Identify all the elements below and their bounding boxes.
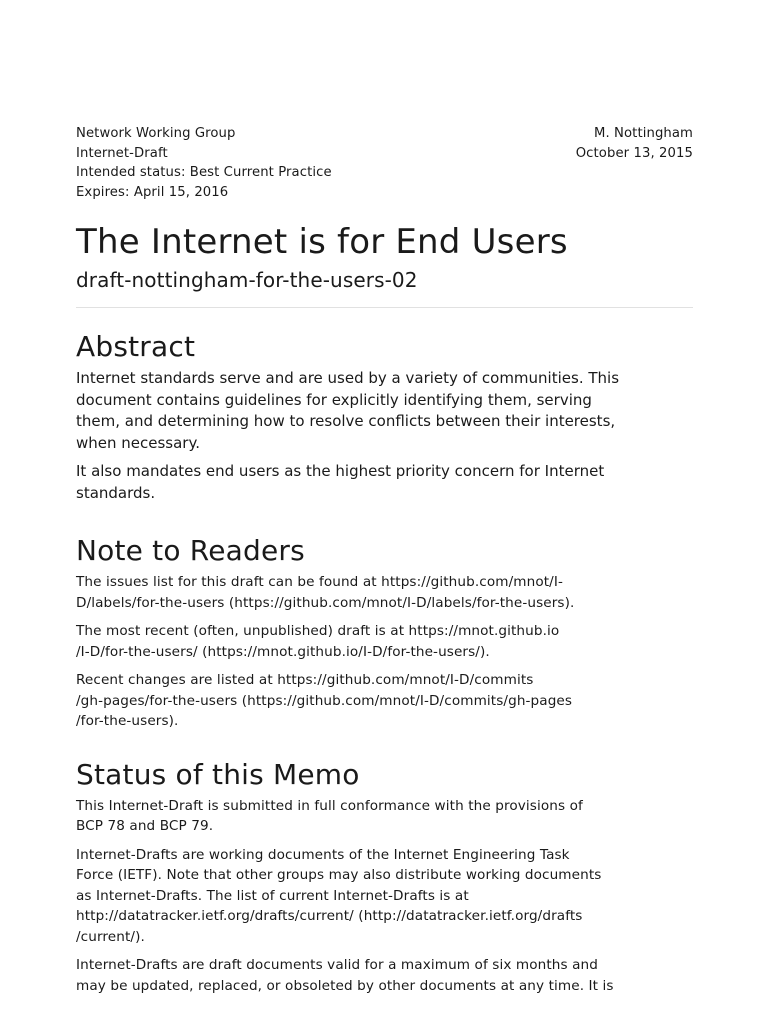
header-expires: Expires: April 15, 2016 (76, 184, 229, 200)
header-author: M. Nottingham (593, 126, 693, 141)
readers-paragraph-3: Recent changes are listed at https://github.com/mnot/I-D/commits /gh-pages/for-the-users (https://github.com/mnot/I-D/commits/gh-pages /for-the-users). (76, 672, 573, 729)
header-row-1 (76, 124, 693, 144)
abstract-heading: Abstract (76, 330, 196, 363)
readers-heading: Note to Readers (76, 534, 305, 567)
readers-paragraph-1: The issues list for this draft can be found at https://github.com/mnot/I- D/labels/for-the-users (https://github.com/mnot/I-D/labels/for-the-users). (76, 574, 575, 611)
document-title: The Internet is for End Users (76, 222, 568, 262)
document-page (76, 124, 693, 996)
readers-paragraph-2: The most recent (often, unpublished) draft is at https://mnot.github.io /I-D/for-the-users/ (https://mnot.github.io/I-D/for-the-users/). (76, 623, 560, 660)
header-doc-type: Internet-Draft (76, 145, 168, 161)
abstract-paragraph-1: Internet standards serve and are used by a variety of communities. This document contains guidelines for explicitly identifying them, serving them, and determining how to resolve conflicts between their interests, when necessary. (76, 369, 620, 452)
abstract-paragraph-2: It also mandates end users as the highest priority concern for Internet standards. (76, 462, 605, 502)
document-name: draft-nottingham-for-the-users-02 (76, 268, 418, 292)
header-intended-status: Intended status: Best Current Practice (76, 165, 332, 180)
status-paragraph-1: This Internet-Draft is submitted in full conformance with the provisions of BCP 78 and BCP 79. (76, 797, 583, 834)
header-row-2 (76, 144, 693, 164)
header-row-3 (76, 163, 693, 183)
status-heading: Status of this Memo (76, 757, 360, 791)
status-paragraph-3: Internet-Drafts are draft documents valid for a maximum of six months and may be updated, replaced, or obsoleted by other documents at any time. It is (76, 957, 614, 994)
title-divider (76, 307, 693, 308)
header-row-4 (76, 183, 693, 203)
header-workgroup: Network Working Group (76, 126, 236, 141)
header-date: October 13, 2015 (575, 145, 693, 161)
status-paragraph-2: Internet-Drafts are working documents of the Internet Engineering Task Force (IETF). Note that other groups may also distribute working documents as Internet-Drafts. The list of current Internet-Drafts is at http://datatracker.ietf.org/drafts/current/ (http://datatracker.ietf.org/drafts /current/). (76, 846, 602, 945)
